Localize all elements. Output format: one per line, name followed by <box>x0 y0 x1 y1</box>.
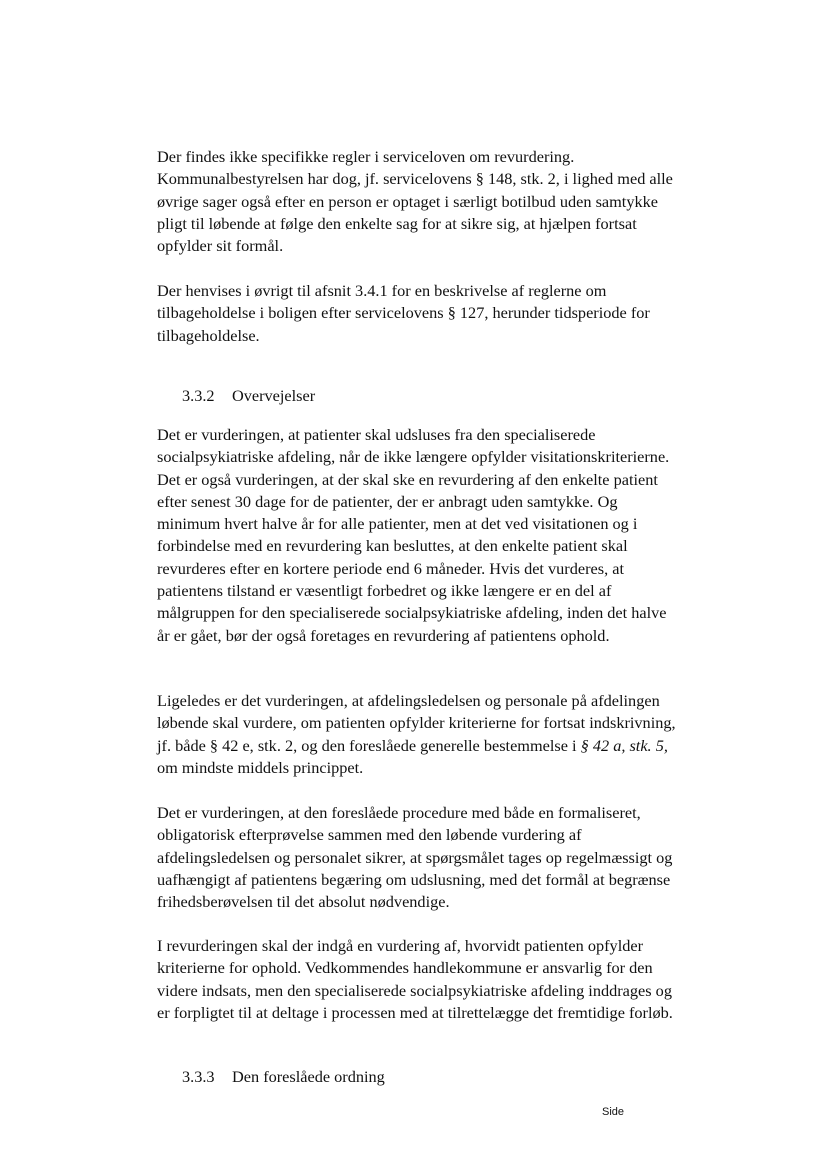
paragraph-text: Ligeledes er det vurderingen, at afdelingsledelsen og personale på afdelingen løbende skal vurdere, om patienten opfylder kriterierne for fortsat indskrivning, jf. både § 42 e, stk. 2, og den foreslåede generelle bestemmelse i <box>157 691 676 755</box>
law-reference: § 42 a, stk. 5, <box>580 735 668 755</box>
paragraph-udslusning: Det er vurderingen, at patienter skal udsluses fra den specialiserede socialpsykiatriske afdeling, når de ikke længere opfylder visitationskriterierne. Det er også vurderingen, at der skal ske en revurdering af den enkelte patient efter senest 30 dage for de patienter, der er anbragt uden samtykke. Og minimum hvert halve år for alle patienter, men at det ved visitationen og i forbindelse med en revurdering kan besluttes, at den enkelte patient skal revurderes efter en kortere periode end 6 måneder. Hvis det vurderes, at patientens tilstand er væsentligt forbedret og ikke længere er en del af målgruppen for den specialiserede socialpsykiatriske afdeling, inden det halve år er gået, bør der også foretages en revurdering af patientens ophold. <box>157 425 670 645</box>
section-heading-3-3-3 <box>182 1066 385 1088</box>
paragraph-text: om mindste middels princippet. <box>157 757 364 777</box>
paragraph-revurdering-regler: Der findes ikke specifikke regler i serviceloven om revurdering. Kommunalbestyrelsen har dog, jf. servicelovens § 148, stk. 2, i lighed med alle øvrige sager også efter en person er optaget i særligt botilbud uden samtykke pligt til løbende at følge den enkelte sag for at sikre sig, at hjælpen fortsat opfylder sit formål. <box>157 147 673 256</box>
paragraph-revurdering-indhold: I revurderingen skal der indgå en vurdering af, hvorvidt patienten opfylder kriterierne for ophold. Vedkommendes handlekommune er ansvarlig for den videre indsats, men den specialiserede socialpsykiatriske afdeling inddrages og er forpligtet til at deltage i processen med at tilrettelægge det fremtidige forløb. <box>157 936 673 1022</box>
section-number: 3.3.2 <box>182 386 215 405</box>
section-title: Den foreslåede ordning <box>232 1067 385 1086</box>
paragraph-afdelingsledelse <box>157 690 677 779</box>
section-heading-3-3-2 <box>182 385 315 407</box>
section-title: Overvejelser <box>232 386 316 405</box>
page-footer-label: Side <box>602 1106 625 1118</box>
section-number: 3.3.3 <box>182 1067 215 1086</box>
paragraph-tilbageholdelse: Der henvises i øvrigt til afsnit 3.4.1 for en beskrivelse af reglerne om tilbageholdelse i boligen efter servicelovens § 127, herunder tidsperiode for tilbageholdelse. <box>157 281 650 345</box>
paragraph-procedure: Det er vurderingen, at den foreslåede procedure med både en formaliseret, obligatorisk efterprøvelse sammen med den løbende vurdering af afdelingsledelsen og personalet sikrer, at spørgsmålet tages op regelmæssigt og uafhængigt af patientens begæring om udslusning, med det formål at begrænse frihedsberøvelsen til det absolut nødvendige. <box>157 803 673 912</box>
